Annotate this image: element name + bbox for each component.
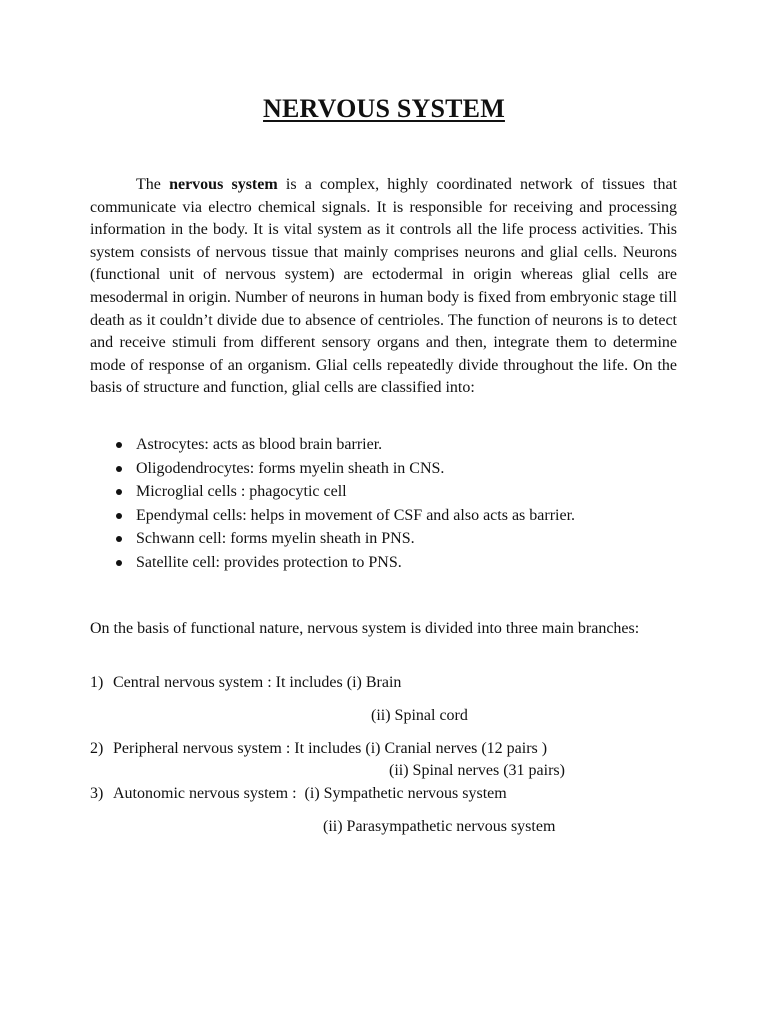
divisions-intro: On the basis of functional nature, nervous system is divided into three main branches:	[90, 620, 640, 637]
bullet-icon	[116, 536, 122, 542]
list-item-text: Astrocytes: acts as blood brain barrier.	[136, 436, 383, 453]
paragraph-body: is a complex, highly coordinated network of tissues that communicate via electro chemical signals. It is responsible for receiving and processing information in the body. It is vital system as it controls all the life process activities. This system consists of nervous tissue that mainly comprises neurons and glial cells. Neurons (functional unit of nervous system) are ectodermal in origin whereas glial cells are mesodermal in origin. Number of neurons in human body is fixed from embryonic stage till death as it couldn’t divide due to absence of centrioles. The function of neurons is to detect and receive stimuli from different sensory organs and then, integrate them to determine mode of response of an organism. Glial cells repeatedly divide throughout the life. On the basis of structure and function, glial cells are classified into:	[90, 176, 678, 397]
bullet-icon	[116, 513, 122, 519]
division-2-number: 2)	[90, 740, 104, 757]
division-3-line1: Autonomic nervous system : (i) Sympathetic nervous system	[113, 785, 507, 802]
bullet-icon	[116, 489, 122, 495]
list-item-text: Satellite cell: provides protection to PNS.	[136, 553, 402, 571]
division-1-line1: Central nervous system : It includes (i) Brain	[113, 674, 402, 691]
division-1-line2: (ii) Spinal cord	[371, 707, 468, 724]
division-2-line2: (ii) Spinal nerves (31 pairs)	[389, 762, 565, 779]
list-item	[112, 504, 575, 528]
list-item	[112, 480, 575, 504]
intro-paragraph	[90, 174, 677, 400]
list-item-text: Schwann cell: forms myelin sheath in PNS.	[136, 530, 415, 548]
bullet-icon	[116, 442, 122, 448]
paragraph-lead: The	[136, 176, 170, 193]
division-3-number: 3)	[90, 785, 104, 802]
list-item-text: Oligodendrocytes: forms myelin sheath in CNS.	[136, 459, 445, 477]
bullet-icon	[116, 560, 122, 566]
division-2-line1: Peripheral nervous system : It includes (i) Cranial nerves (12 pairs )	[113, 740, 548, 757]
bullet-icon	[116, 466, 122, 472]
division-1-number: 1)	[90, 674, 104, 691]
page-title: NERVOUS SYSTEM	[263, 94, 505, 123]
list-item	[112, 457, 575, 481]
paragraph-bold-term: nervous system	[169, 176, 278, 193]
list-item	[112, 527, 575, 551]
glial-cells-list	[112, 433, 575, 575]
list-item-text: Ependymal cells: helps in movement of CSF and also acts as barrier.	[136, 506, 576, 524]
list-item	[112, 551, 575, 575]
list-item	[112, 433, 575, 457]
division-3-line2: (ii) Parasympathetic nervous system	[323, 818, 556, 835]
list-item-text: Microglial cells : phagocytic cell	[136, 483, 347, 501]
